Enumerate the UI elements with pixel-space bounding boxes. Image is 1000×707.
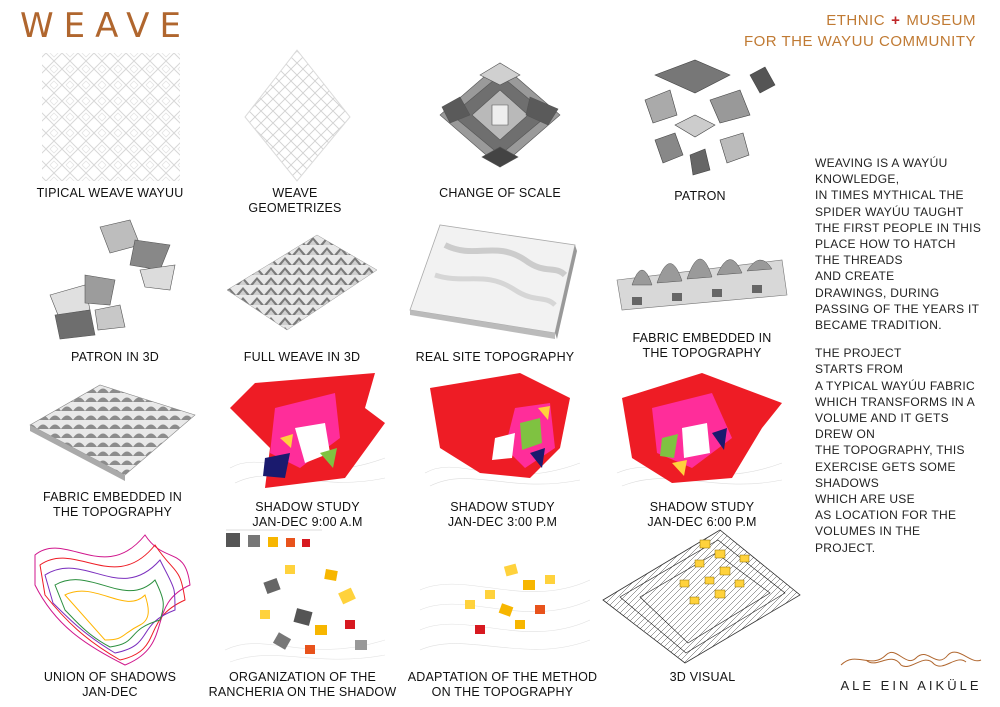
description-paragraph-2: THE PROJECT STARTS FROM A TYPICAL WAYÚU FABRIC WHICH TRANSFORMS IN A VOLUME AND IT GETS DREW ON THE TOPOGRAPHY, THIS EXERCISE GETS SOME SHADOWS WHICH ARE USE AS LOCATION FOR THE VOLUMES IN THE PROJECT.: [815, 346, 976, 555]
panel-adaptation-method: [405, 550, 600, 705]
panel-3d-visual: [600, 525, 805, 690]
caption-typical-weave: TIPICAL WEAVE WAYUU: [36, 186, 184, 200]
plus-icon: +: [891, 12, 901, 29]
weave-pattern-image: [30, 45, 190, 185]
panel-shadow-9am: [225, 368, 390, 528]
panel-real-site-topography: [405, 215, 585, 370]
fabric-topography-model: [25, 375, 200, 485]
museum-line-1: [744, 10, 976, 31]
caption-shadow-9am: SHADOW STUDY JAN-DEC 9:00 A.M: [252, 500, 363, 529]
legend-swatch-grey: [226, 533, 240, 547]
rancheria-organization-image: [205, 550, 400, 670]
geometric-weave-image: [225, 45, 365, 185]
caption-fabric-embedded-1: FABRIC EMBEDDED IN THE TOPOGRAPHY: [632, 331, 772, 360]
panel-change-of-scale: [420, 45, 580, 215]
project-description: [815, 155, 985, 568]
legend-swatch-red: [302, 539, 310, 547]
caption-3d-visual: 3D VISUAL: [669, 670, 736, 684]
caption-shadow-6pm: SHADOW STUDY JAN-DEC 6:00 P.M: [647, 500, 757, 529]
signature: [836, 640, 986, 700]
signature-scribble-icon: [836, 640, 986, 674]
panel-typical-weave: [30, 45, 190, 215]
caption-real-site-topography: REAL SITE TOPOGRAPHY: [415, 350, 575, 364]
adaptation-method-image: [405, 550, 600, 670]
fabric-embedded-model: [612, 215, 792, 325]
panel-shadow-3pm: [420, 368, 585, 528]
caption-adaptation-method: ADAPTATION OF THE METHOD ON THE TOPOGRAPHY: [407, 670, 598, 699]
caption-change-of-scale: CHANGE OF SCALE: [439, 186, 561, 200]
panel-full-weave-3d: [222, 215, 382, 370]
museum-museum-text: MUSEUM: [906, 12, 976, 29]
caption-fabric-embedded-2: FABRIC EMBEDDED IN THE TOPOGRAPHY: [42, 490, 183, 519]
patron-model: [615, 45, 785, 185]
panel-fabric-embedded-1: [612, 215, 792, 370]
3d-visual-model: [600, 525, 805, 665]
panel-patron-3d: [40, 215, 190, 370]
museum-line-2: FOR THE WAYUU COMMUNITY: [743, 33, 976, 50]
signature-name: ALE EIN AIKÜLE: [840, 678, 982, 693]
legend-swatch-grey-2: [248, 535, 260, 547]
panel-union-of-shadows: [25, 525, 195, 705]
topography-model: [405, 215, 585, 345]
panel-organization-rancheria: [205, 550, 400, 705]
description-paragraph-1: WEAVING IS A WAYÚU KNOWLEDGE, IN TIMES MYTHICAL THE SPIDER WAYÚU TAUGHT THE FIRST PEOPLE IN THIS PLACE HOW TO HATCH THE THREADS AND CREATE DRAWINGS, DURING PASSING OF THE YEARS IT BECAME TRADITION.: [815, 156, 982, 333]
caption-organization-rancheria: ORGANIZATION OF THE RANCHERIA ON THE SHADOW: [208, 670, 397, 699]
panel-shadow-6pm: [612, 368, 792, 528]
legend-swatch-orange: [286, 538, 295, 547]
caption-weave-geometrizes: WEAVE GEOMETRIZES: [248, 186, 342, 215]
museum-ethnic-text: ETHNIC: [826, 12, 886, 29]
union-of-shadows-image: [25, 525, 195, 670]
caption-patron-3d: PATRON IN 3D: [70, 350, 160, 364]
legend-swatch-yellow: [268, 537, 278, 547]
page-title: WEAVE: [20, 6, 191, 46]
caption-full-weave-3d: FULL WEAVE IN 3D: [243, 350, 361, 364]
shadow-legend: [226, 527, 326, 551]
shadow-study-3pm-image: [420, 368, 585, 498]
caption-union-of-shadows: UNION OF SHADOWS JAN-DEC: [43, 670, 177, 699]
panel-patron: [615, 45, 785, 215]
caption-shadow-3pm: SHADOW STUDY JAN-DEC 3:00 P.M: [447, 500, 558, 529]
panel-fabric-embedded-2: [25, 375, 200, 525]
shadow-study-6pm-image: [612, 368, 792, 498]
shadow-study-9am-image: [225, 368, 390, 498]
full-weave-3d-model: [222, 215, 382, 345]
patron-3d-model: [40, 215, 190, 345]
panel-weave-geometrizes: [225, 45, 365, 215]
caption-patron: PATRON: [674, 189, 726, 203]
scaled-weave-model: [420, 45, 580, 185]
